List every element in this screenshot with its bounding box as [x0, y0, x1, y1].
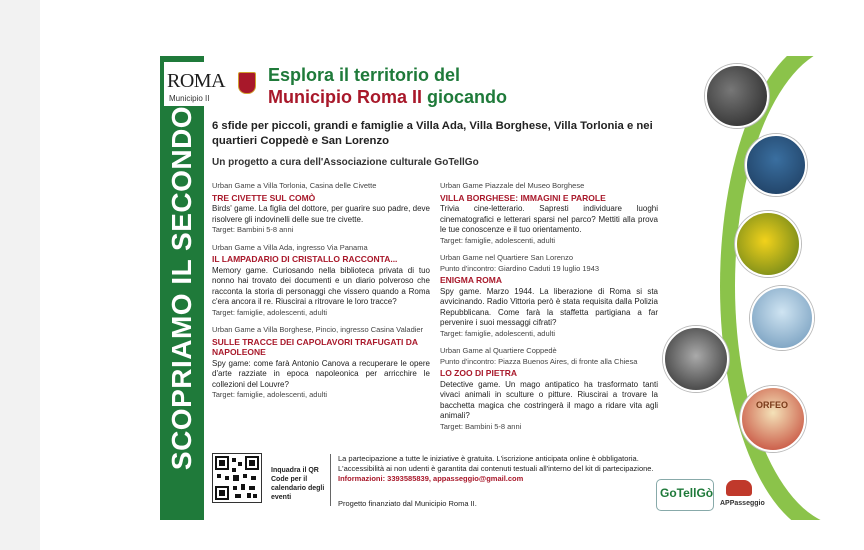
game-item [212, 181, 430, 236]
game-location: Urban Game Piazzale del Museo Borghese [440, 181, 585, 190]
info-accessibility: L'accessibilità ai non udenti è garantita dai contenuti testuali all'interno del kit di partecipazione. [338, 464, 654, 473]
game-title: LO ZOO DI PIETRA [440, 368, 517, 378]
game-location: Urban Game al Quartiere Coppedè [440, 346, 557, 355]
game-title: ENIGMA ROMA [440, 275, 503, 285]
project-credit: Un progetto a cura dell'Associazione culturale GoTellGo [212, 157, 479, 168]
photo-circle-horse [663, 326, 729, 392]
logo-municipio: Municipio II [169, 94, 210, 103]
games-right-column [440, 181, 658, 439]
game-item [440, 253, 658, 339]
game-title: SULLE TRACCE DEI CAPOLAVORI TRAFUGATI DA NAPOLEONE [212, 336, 418, 357]
photo-circle-orfeo [740, 386, 806, 452]
game-title: TRE CIVETTE SUL COMÒ [212, 192, 316, 203]
game-meeting-point: Punto d'incontro: Piazza Buenos Aires, di fronte alla Chiesa [440, 356, 638, 366]
orfeo-sign: ORFEO [756, 400, 789, 410]
game-meeting-point: Punto d'incontro: Giardino Caduti 19 luglio 1943 [440, 263, 600, 273]
game-item [212, 325, 430, 401]
game-description: Spy game: come farà Antonio Canova a recuperare le opere d'arte razziate in epoca napoleonica per arricchire le collezioni del Louvre? [212, 358, 430, 389]
vertical-green-band [160, 56, 204, 520]
event-poster [160, 56, 823, 520]
game-target: Target: famiglie, adolescenti, adulti [212, 390, 328, 399]
game-title: VILLA BORGHESE: IMMAGINI E PAROLE [440, 192, 606, 203]
poster-title-line1: Esplora il territorio del [268, 65, 461, 85]
game-target: Target: famiglie, adolescenti, adulti [440, 235, 556, 245]
game-description: Birds' game. La figlia del dottore, per guarire suo padre, deve risolvere gli indovinelli delle sue tre civette. [212, 204, 430, 224]
crest-icon [238, 72, 256, 94]
game-item [212, 243, 430, 319]
info-contact: Informazioni: 3393585839, appasseggio@gmail.com [338, 474, 524, 483]
game-location: Urban Game a Villa Ada, ingresso Via Panama [212, 242, 368, 252]
qr-instruction: Inquadra il QR Code per il calendario degli eventi [271, 467, 325, 501]
poster-title-line2 [268, 87, 507, 108]
game-item [440, 181, 658, 246]
title-municipio: Municipio Roma II [268, 87, 423, 107]
roma-logo [164, 62, 262, 106]
qr-code-icon[interactable] [212, 453, 262, 503]
appasseggio-logo-text: APPasseggio [720, 500, 765, 507]
game-description: Trivia cine-letterario. Sapresti individuare luoghi cinematografici e letterari sparsi nel parco? Mettiti alla prova le tue conoscenze e il tuo orientamento. [440, 204, 658, 234]
page-background [40, 0, 864, 550]
divider [330, 454, 331, 506]
photo-circle-mosaic [745, 134, 807, 196]
game-description: Memory game. Curiosando nella biblioteca privata di tuo nonno hai trovato dei documenti e un diario polveroso che racconta la storia di personaggi che vissero quando a Roma c'era ancora il re. Riuscirai a ritrovare le loro tracce? [212, 265, 430, 306]
game-title: IL LAMPADARIO DI CRISTALLO RACCONTA... [212, 254, 398, 264]
info-participation: La partecipazione a tutte le iniziative è gratuita. L'iscrizione anticipata online è obbligatoria. [338, 454, 639, 463]
photo-circle-sculpture [705, 64, 769, 128]
game-location: Urban Game a Villa Torlonia, Casina delle Civette [212, 181, 377, 190]
game-target: Target: famiglie, adolescenti, adulti [212, 307, 328, 317]
gotellgo-logo-text: GoTellGò [660, 486, 714, 500]
game-item [440, 346, 658, 432]
game-target: Target: Bambini 5-8 anni [440, 421, 522, 431]
appasseggio-shoe-icon [726, 480, 752, 496]
game-description: Detective game. Un mago antipatico ha trasformato tanti vivaci animali in sculture o pitture. Riuscirai a trovare la bacchetta magica che costringerà il mago a ridare vita agli animali? [440, 379, 658, 420]
games-left-column [212, 181, 430, 408]
game-location: Urban Game nel Quartiere San Lorenzo [440, 253, 573, 262]
photo-circle-fountain [750, 286, 814, 350]
poster-subtitle: 6 sfide per piccoli, grandi e famiglie a Villa Ada, Villa Borghese, Villa Torlonia e nei quartieri Coppedè e San Lorenzo [212, 120, 653, 147]
title-giocando: giocando [422, 87, 508, 107]
vertical-title: SCOPRIAMO IL SECONDO [166, 105, 197, 471]
photo-circle-flowers [735, 211, 801, 277]
logo-city: ROMA [167, 70, 226, 92]
game-location: Urban Game a Villa Borghese, Pincio, ingresso Casina Valadier [212, 325, 424, 334]
funding-note: Progetto finanziato dal Municipio Roma II. [338, 499, 477, 508]
game-description: Spy game. Marzo 1944. La liberazione di Roma si sta avvicinando. Radio Vittoria però è stata requisita dalla Polizia Repubblicana. Come farà la staffetta partigiana a far pervenire i suoi messaggi cifrati? [440, 286, 658, 327]
game-target: Target: Bambini 5-8 anni [212, 225, 294, 234]
game-target: Target: famiglie, adolescenti, adulti [440, 328, 556, 338]
